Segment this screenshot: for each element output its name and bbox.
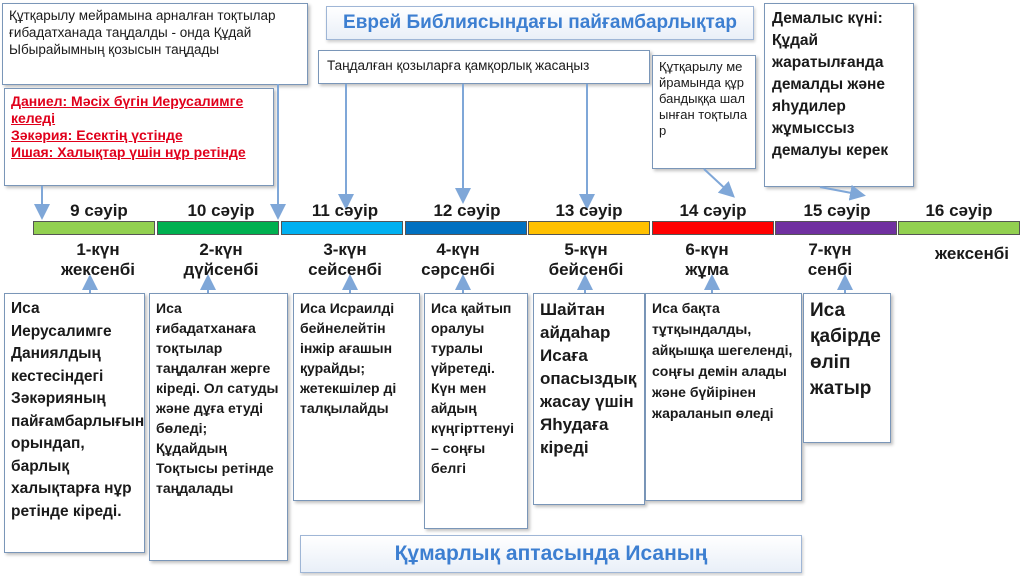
rest-day-text: Демалыс күні: Құдай жаратылғанда демалды және яһудилер жұмыссыз демалуы керек	[772, 10, 889, 159]
event-text-5: Шайтан айдаһар Исаға опасыздық жасау үшін Яһудаға кіреді	[540, 300, 637, 457]
date-label-2: 10 сәуір	[187, 201, 255, 220]
date-label-8: 16 сәуір	[925, 201, 993, 220]
diagram-title: Еврей Библиясындағы пайғамбарлықтар	[343, 12, 737, 33]
event-box-5	[533, 293, 645, 505]
date-label-1: 9 сәуір	[70, 201, 128, 220]
day-bar-8	[898, 221, 1020, 235]
weekday-label-6: 6-күн жұма	[685, 240, 729, 279]
day-bar-5	[528, 221, 650, 235]
date-label-4: 12 сәуір	[433, 201, 501, 220]
day-bar-3	[281, 221, 403, 235]
weekday-label-8: жексенбі	[935, 244, 1009, 263]
date-label-7: 15 сәуір	[803, 201, 871, 220]
weekday-label-4: 4-күн сәрсенбі	[421, 240, 495, 279]
weekday-label-1: 1-күн жексенбі	[61, 240, 135, 279]
weekday-label-5: 5-күн бейсенбі	[548, 240, 624, 279]
arrow-to-day-7	[820, 187, 862, 195]
day-bar-1	[33, 221, 155, 235]
day-bar-2	[157, 221, 279, 235]
bottom-title-box	[300, 535, 802, 573]
day-bar-4	[405, 221, 527, 235]
care-lambs-text: Таңдалған қозыларға қамқорлық жасаңыз	[327, 58, 590, 73]
date-label-6: 14 сәуір	[679, 201, 747, 220]
event-box-6	[645, 293, 802, 501]
event-box-1	[4, 293, 145, 553]
event-box-4	[424, 293, 528, 529]
arrow-to-day-6	[704, 169, 732, 195]
day-bar-6	[652, 221, 774, 235]
event-text-2: Иса ғибадатханаға тоқтылар таңдалған жерге кіреді. Ол сатуды және дұға етуді бөледі; Құдайдың Тоқтысы ретінде таңдалады	[156, 300, 279, 496]
lamb-selection-text: Құтқарылу мейрамына арналған тоқтылар ғибадатханада таңдалды - онда Құдай Ыбырайымның қозысын таңдады	[9, 8, 276, 57]
weekday-label-2: 2-күн дүйсенбі	[183, 240, 259, 279]
prophecy-daniel: Даниел: Мәсіх бүгін Иерусалимге келеді	[11, 93, 244, 126]
event-box-2	[149, 293, 288, 561]
event-text-3: Иса Исраилді бейнелейтін інжір ағашын қурайды; жетекшілер ді талқылайды	[300, 300, 397, 416]
event-text-4: Иса қайтып оралуы туралы үйретеді. Күн мен айдың күңгірттенуі – соңғы белгі	[431, 300, 514, 476]
event-text-7: Иса қабірде өліп жатыр	[810, 300, 881, 399]
weekday-label-7: 7-күн сенбі	[807, 240, 853, 279]
event-box-7	[803, 293, 891, 443]
event-box-3	[293, 293, 420, 501]
day-bar-7	[775, 221, 897, 235]
sacrificed-lambs-text: Құтқарылу мейрамында құрбандыққа шалынған тоқтылар	[659, 59, 748, 138]
event-text-6: Иса бақта тұтқындалды, айқышқа шегеленді, соңғы демін алады және бүйірінен жараланып өледі	[652, 300, 793, 421]
prophecy-isaiah: Ишая: Халықтар үшін нұр ретінде	[11, 144, 246, 160]
event-text-1: Иса Иерусалимге Даниялдың кестесіндегі Зәкәрияның пайғамбарлығын орындап, барлық халықтарға нұр ретінде кіреді.	[11, 300, 145, 520]
date-label-5: 13 сәуір	[555, 201, 623, 220]
date-label-3: 11 сәуір	[311, 201, 379, 220]
bottom-title: Құмарлық аптасында Исаның	[394, 542, 708, 565]
prophecy-zechariah: Зәкәрия: Есектің үстінде	[11, 127, 183, 143]
weekday-label-3: 3-күн сейсенбі	[308, 240, 382, 279]
